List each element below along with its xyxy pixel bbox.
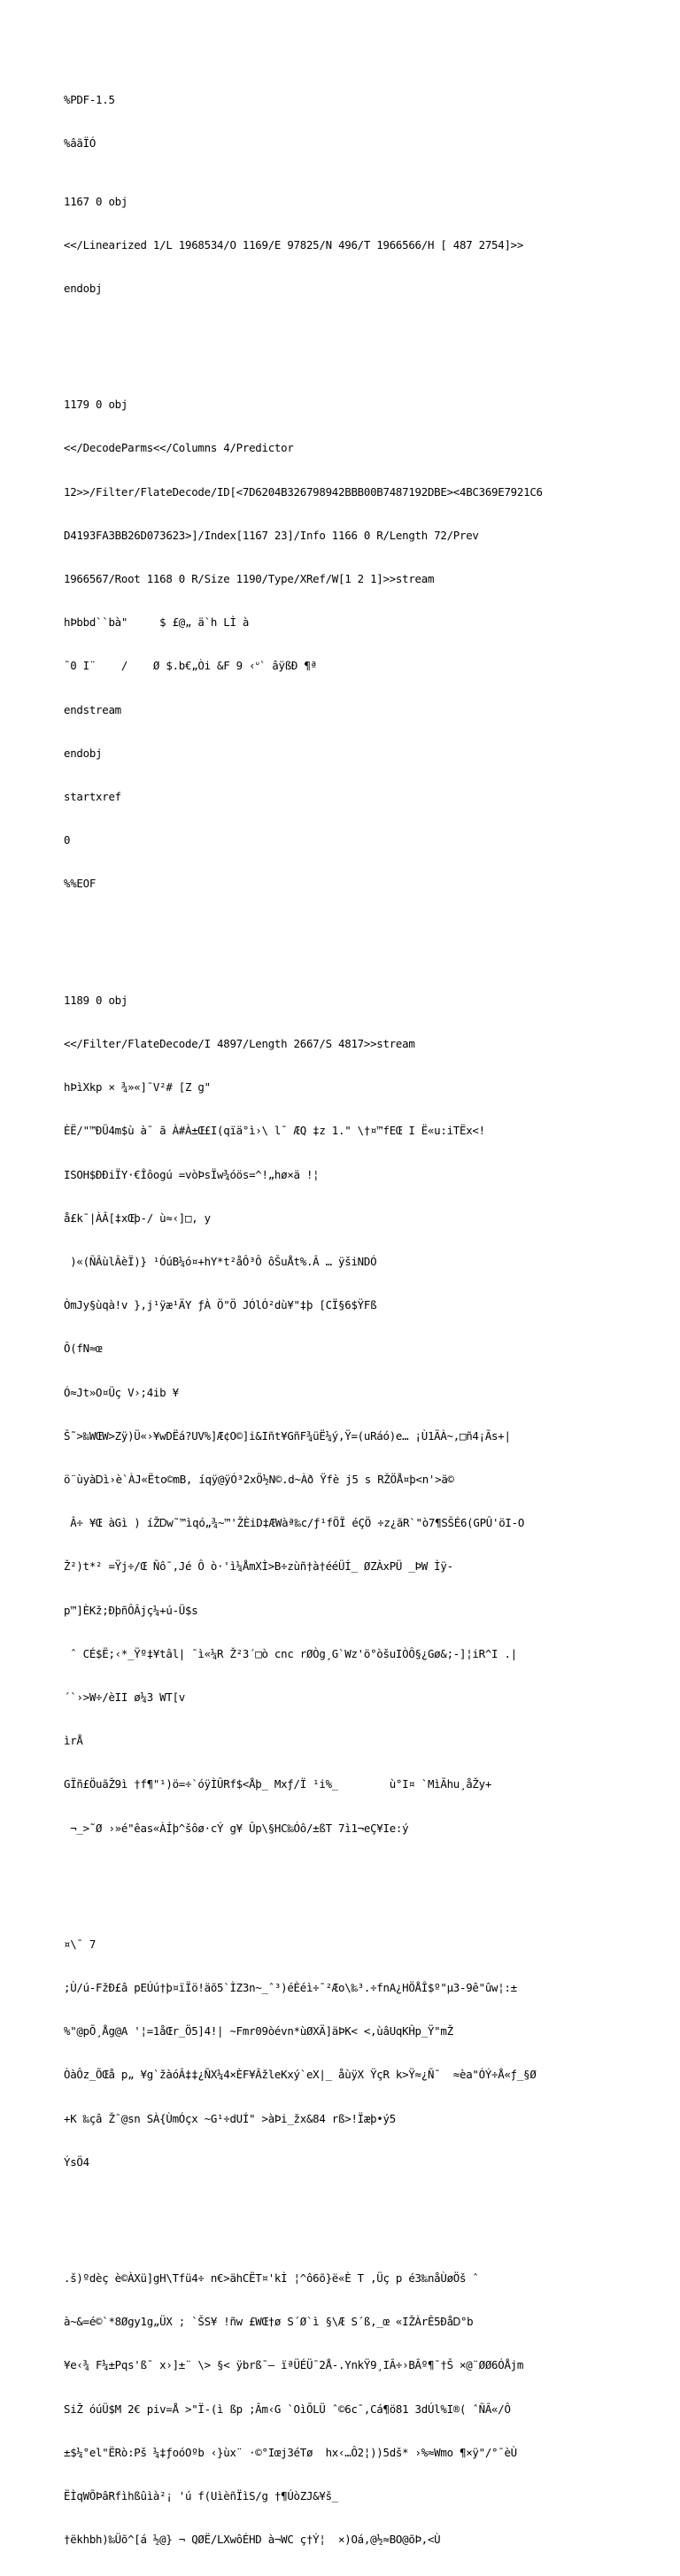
content-stream-line: ËÌqWÕÞâRfìhßûìà²¡ 'ú f(UìèñÏìS/g †¶ÚòZJ&¥š_ <box>64 2489 339 2503</box>
linearization-line: endobj <box>64 282 103 296</box>
xref-stream-line: startxref <box>64 790 121 804</box>
xref-stream-line: 0 <box>64 833 71 847</box>
content-stream-line: ¥e‹¾ F¼±Pqs'ß¯ x›]±¨ \> §< ÿbrß¯– ïªÜÉÜ¯2Å-.YnkŸ9¸IÂ÷›BÂº¶¯†Š ×@¨ØØ6ÓÅjm <box>64 2358 524 2372</box>
xref-stream-line: %%EOF <box>64 877 97 891</box>
content-stream-line: ±$¼°el"ËRò:Pš ¼‡ƒoóOºb ‹}ùx¨ ·©°Iœj3éTø hx‹…Ô2¦))5dš* ›%≈Wmo ¶×ÿ"/°¯èÙ <box>64 2445 517 2459</box>
xref-stream-line: ¯0 I¨ / Ø $.b€„Òi &F 9 ‹ᐡ` âÿßÐ ¶ª <box>64 659 317 673</box>
content-stream-line: Ž²)t*² =Ÿj÷/Œ Ñô¯,Jé Ô ò·'ì¼ÅmXÌ>B÷zùñ†à†ééÜÍ_ ØZÀxPÜ _ÞW Ìÿ- <box>64 1559 453 1574</box>
content-stream-line: ˆ CÉ$Ë;‹*_Ÿº‡¥tâl| ¯ì«¼R Ž²3´□ò cnc rØÒg¸G`Wz'ö°òšuIÒÔ§¿Gø&;-]¦iR^I .| <box>64 1646 517 1660</box>
content-stream-line: Â÷ ¥Œ àGì ) íŽᎠw˜™ìqó„¾~™'ŽÈiD‡ÆWàª‰c/ƒ¹fÖÏ éÇÖ ÷z¿ãR`"ò7¶SŠÉ6(GPÛ'öI-O <box>64 1516 525 1530</box>
content-stream-line: 1189 0 obj <box>64 993 128 1007</box>
xref-stream-line: <</DecodeParms<</Columns 4/Predictor <box>64 441 294 455</box>
xref-stream-line: D4193FA3BB26D073623>]/Index[1167 23]/Info 1166 0 R/Length 72/Prev <box>64 528 479 542</box>
content-stream-line: ìrÅ <box>64 1734 83 1748</box>
content-stream-line: ISOH$ÐÐiÏY·€Îôogú =vòÞsÏw¾óös=^!„hø×ä !¦ <box>64 1167 320 1181</box>
linearization-line: <</Linearized 1/L 1968534/O 1169/E 97825/N 496/T 1966566/H [ 487 2754]>> <box>64 237 524 251</box>
content-stream-line: .š)ºdèç è©ÀXü]gH\Tfü4÷ n€>ähCËT¤'kÌ ¦^ô6õ}ë«È T ,Üç p é3‰nåÙøÖš ˆ <box>64 2271 479 2286</box>
xref-stream-line: hÞbbd``bà" $ £@„ ä`h LÌ à <box>64 615 250 630</box>
content-stream-line: ´`›>W÷/èII ø¼3 WT[v <box>64 1690 185 1704</box>
blank-line <box>64 935 666 949</box>
blank-line <box>64 1879 666 1893</box>
content-stream-line: %"@pÕ¸Åg@A '¦=1åŒr_Ö5]4!| ~Fmr09òévn*ùØXÄ]äÞK< <,ùâUqKĤp_Ÿ"mŽ <box>64 2024 453 2038</box>
blank-line <box>64 2213 666 2227</box>
content-stream-line: ÈË/"™ÐÜ4m$ù à¯ ã À#À±Œ£I(qïä°ì›\ l¯ ÆQ ‡z 1." \†¤™fEŒ I Ë«u:iTËx<! <box>64 1124 485 1138</box>
binary-marker-line: %âãÏÓ <box>64 136 97 151</box>
content-stream-line: ÝsÖ4 <box>64 2154 89 2169</box>
content-stream-line: SiŽ óúÜ$M 2€ piv=Å >"Ï-(ì ßp ;Âm‹G `OìÕLÜ ˆ©6c¯,Cá¶ö81 3dÚl%I®( ˆÑÂ«/Ô <box>64 2402 511 2416</box>
raw-pdf-source-text <box>64 64 666 2576</box>
content-stream-line: ÒmJy§ùqà!v },j¹ÿæ¹ÄY ƒÀ Ö"Ö JÓlÓ²dù¥"‡þ [CÏ§6$ŸFß <box>64 1298 377 1312</box>
content-stream-line: p™]ÈKž;ÐþñÔÂjç¼+ú-Ü$s <box>64 1603 198 1617</box>
content-stream-line: ÒàÔz_ÕŒå p„ ¥g`žàóÂ‡‡¿ÑX¼4×ÈF¥ÂžleKxý`eX|_ åùÿX ŸçR k>Ÿ≈¿Ñ¯ ≈èa"ÓÝ÷Å«ƒ_§Ø <box>64 2068 537 2082</box>
pdf-version-line: %PDF-1.5 <box>64 92 115 106</box>
content-stream-line: å£k¯|ÀÂ[‡xŒþ-/ ù≈‹]□, y <box>64 1211 211 1225</box>
xref-stream-line: endstream <box>64 702 121 716</box>
xref-stream-line: 1179 0 obj <box>64 398 128 412</box>
content-stream-line: ;Ù/ú-FžÐ£â pEÚú†þ¤ïÏö!äõ5`ÌZ3n~_ˆ³)éÈéì÷¯²Æo\‰³.÷fnA¿HÖÅÎ$º"µ3-9ê"ûw¦:± <box>64 1980 517 1994</box>
content-stream-line: à~&=é©`*8Øgy1g„ÜX ; `ŠS¥ !ñw £WŒ†ø S´Ø`ì §\Æ S´ß,_œ «IŽÀrÊ5ÐåᎠ°b <box>64 2315 474 2329</box>
content-stream-line: <</Filter/FlateDecode/I 4897/Length 2667/S 4817>>stream <box>64 1036 415 1050</box>
content-stream-line: Š˜>‰WŒW>Zÿ)Ü«›¥wDËá?UV%]Æ¢O©]i&Iñt¥GñF¾üË¼ý,Ÿ=(uRáó)e… ¡Ù1ÄÀ~,□ñ4¡Ãs+| <box>64 1428 511 1443</box>
blank-line <box>64 340 666 354</box>
content-stream-line: GÏñ£ÖuãŽ9ì †f¶"¹)ö=÷`óÿÌÛRf$<Åþ_ Mxƒ/Ï ¹i%_ ù°I¤ `MìÃhu¸åŽy+ <box>64 1777 492 1791</box>
content-stream-line: Ó≈Jt»O¤Üç V›;4ib ¥ <box>64 1385 179 1399</box>
content-stream-line: Ô(fN≈œ <box>64 1342 103 1356</box>
content-stream-line: hÞìXkp × ¾»«]¯V²# [Z g" <box>64 1080 211 1095</box>
content-stream-line: )«(ÑÂùlÂèÏ)} ¹ÓúB¼ó¤+hY*t²åÔ³Ô ôŠuÅt%.Â … ÿšiNDÓ <box>64 1254 377 1268</box>
linearization-line: 1167 0 obj <box>64 194 128 208</box>
content-stream-line: +K ‰çâ Ž¯@sn SÀ{ÙmÓçx ~G¹÷dUÍ" >àÞi_žx&84 rß>!Ïæþ•ý5 <box>64 2111 396 2125</box>
xref-stream-line: 1966567/Root 1168 0 R/Size 1190/Type/XRef/W[1 2 1]>>stream <box>64 572 435 586</box>
xref-stream-line: endobj <box>64 746 103 760</box>
content-stream-line: ¬_>˜Ø ›»é"êas«ÀÍþ^šôø·cÝ g¥ Ûp\§HC‰Óô/±ßT 7ì1¬eÇ¥Ie:ý <box>64 1821 409 1835</box>
content-stream-line: ö¨ùyàᎠì›è`ÀJ«Ëto©mB, íqÿ@ÿÓ³2xÖ½N©.d~Àð Ÿfè j5 s RŽÖÅ¤þ<n'>ä© <box>64 1472 454 1486</box>
content-stream-line: ¤\¯ 7 <box>64 1937 97 1951</box>
xref-stream-line: 12>>/Filter/FlateDecode/ID[<7D6204B326798942BBB00B7487192DBE><4BC369E7921C6 <box>64 484 543 499</box>
content-stream-line: †ëkhbh)‰Üõ^[á ½@} ¬ QØË/LXwôÉHD à¬WC ç†Ý¦ ×)Oá,@½≈BO@õÞ,<Ù <box>64 2533 441 2547</box>
